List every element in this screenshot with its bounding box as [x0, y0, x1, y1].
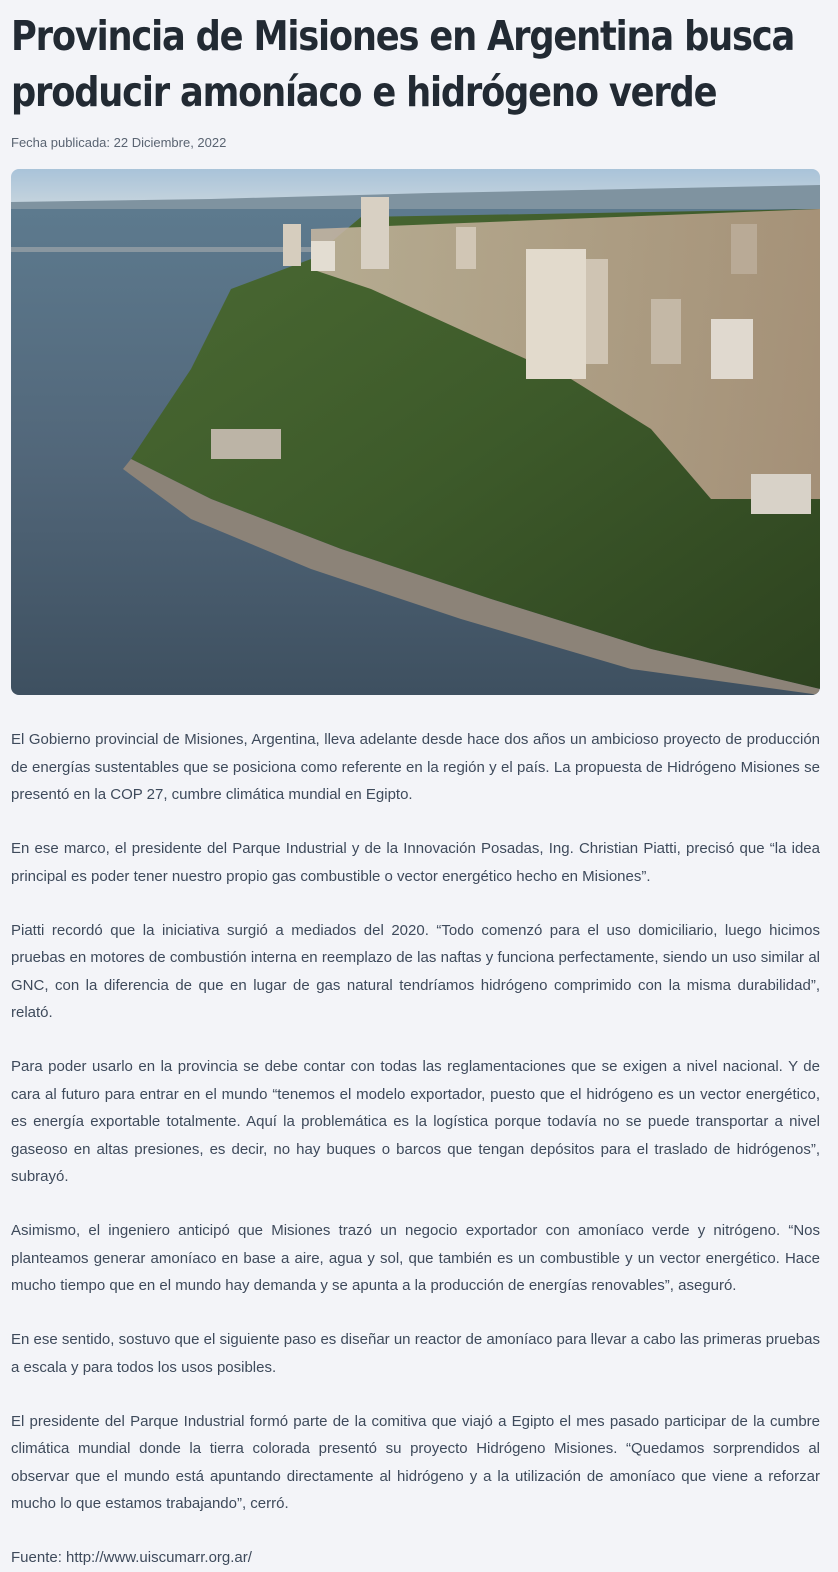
paragraph-2: En ese marco, el presidente del Parque Industrial y de la Innovación Posadas, Ing. Christian Piatti, precisó que “la idea principal es poder tener nuestro propio gas combustible o vector energético hecho en Misiones”.	[11, 840, 820, 885]
aerial-city-riverfront-photo	[11, 169, 820, 695]
paragraph-4: Para poder usarlo en la provincia se debe contar con todas las reglamentaciones que se exigen a nivel nacional. Y de cara al futuro para entrar en el mundo “tenemos el modelo exportador, puesto que el hidrógeno es un vector energético, es energía exportable totalmente. Aquí la problemática es la logística porque todavía no se puede transportar a nivel gaseoso en altas presiones, es decir, no hay buques o barcos que tengan depósitos para el traslado de hidrógenos”, subrayó.	[11, 1058, 820, 1185]
paragraph-3: Piatti recordó que la iniciativa surgió a mediados del 2020. “Todo comenzó para el uso domiciliario, luego hicimos pruebas en motores de combustión interna en reemplazo de las naftas y funciona perfectamente, siendo un uso similar al GNC, con la diferencia de que en lugar de gas natural tendríamos hidrógeno comprimido con la misma durabilidad”, relató.	[11, 921, 820, 1021]
article-body	[11, 726, 820, 1572]
paragraph-1: El Gobierno provincial de Misiones, Argentina, lleva adelante desde hace dos años un ambicioso proyecto de producción de energías sustentables que se posiciona como referente en la región y el país. La propuesta de Hidrógeno Misiones se presentó en la COP 27, cumbre climática mundial en Egipto.	[11, 731, 820, 803]
paragraph-6: En ese sentido, sostuvo que el siguiente paso es diseñar un reactor de amoníaco para llevar a cabo las primeras pruebas a escala y para todos los usos posibles.	[11, 1331, 820, 1376]
article-title: Provincia de Misiones en Argentina busca producir amoníaco e hidrógeno verde	[11, 12, 795, 116]
source-link[interactable]: Fuente: http://www.uiscumarr.org.ar/	[11, 1549, 252, 1566]
paragraph-7: El presidente del Parque Industrial formó parte de la comitiva que viajó a Egipto el mes pasado participar de la cumbre climática mundial donde la tierra colorada presentó su proyecto Hidrógeno Misiones. “Quedamos sorprendidos al observar que el mundo está apuntando directamente al hidrógeno y a la utilización de amoníaco que viene a reforzar mucho lo que estamos trabajando”, cerró.	[11, 1412, 820, 1512]
publish-date: Fecha publicada: 22 Diciembre, 2022	[11, 135, 227, 150]
paragraph-5: Asimismo, el ingeniero anticipó que Misiones trazó un negocio exportador con amoníaco verde y nitrógeno. “Nos planteamos generar amoníaco en base a aire, agua y sol, que también es un combustible y un vector energético. Hace mucho tiempo que en el mundo hay demanda y se apunta a la producción de energías renovables”, aseguró.	[11, 1222, 820, 1294]
